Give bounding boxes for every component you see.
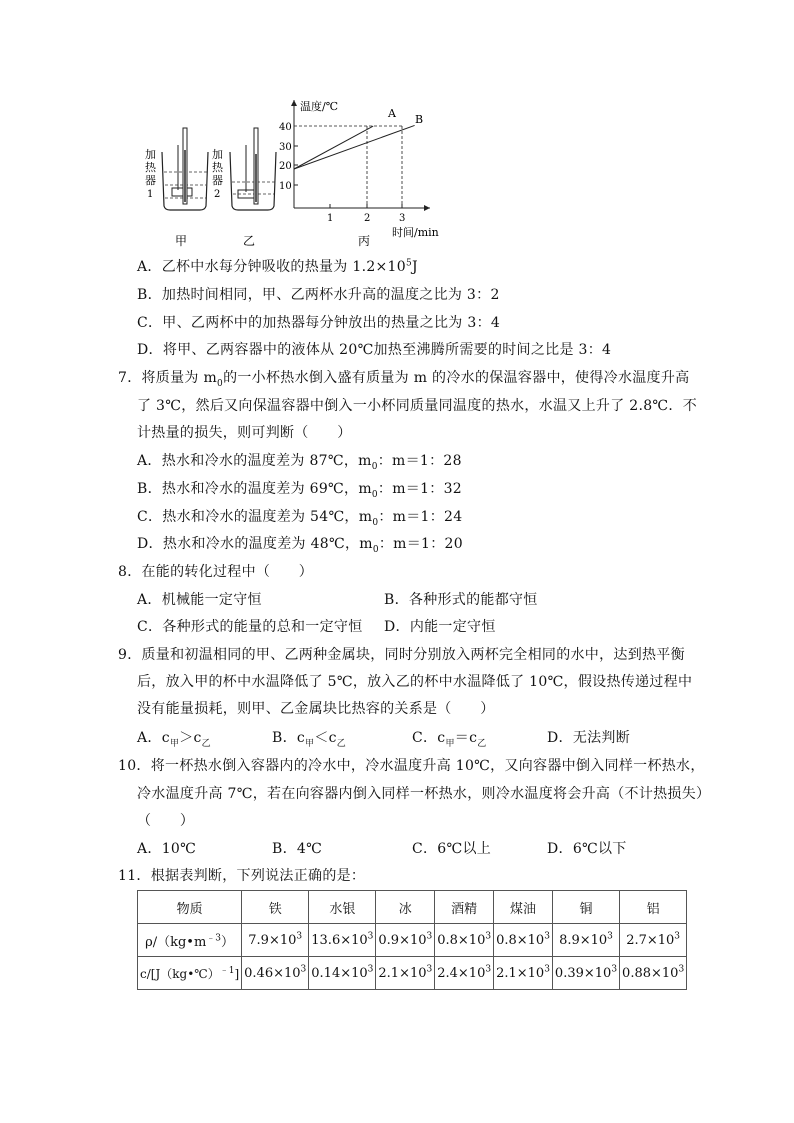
table-row: [138, 924, 687, 957]
x-axis-label: 时间/min: [392, 226, 439, 239]
q6-option-a: A．乙杯中水每分钟吸收的热量为 $1.2\times 10^5J$: [137, 258, 418, 275]
temperature-graph: [279, 99, 439, 239]
y-axis-arrow: [291, 100, 297, 106]
q6-option-b: B．加热时间相同，甲、乙两杯水升高的温度之比为 3：2: [137, 287, 500, 303]
y-tick-label: 40: [279, 122, 292, 133]
x-tick-label: 3: [399, 213, 406, 224]
table-header: 煤油: [494, 891, 553, 924]
q10-option-b: B．4℃: [272, 841, 323, 857]
q11-stem: 11．根据表判断，下列说法正确的是：: [118, 868, 366, 884]
q10-stem-line2: 冷水温度升高 7℃，若在向容器内倒入同样一杯热水，则冷水温度将会升高（不计热损失）: [137, 786, 711, 802]
table-cell: $7.9\times 10^3$: [242, 924, 309, 957]
svg-text:热: 热: [145, 161, 156, 174]
q7-option-d: D．热水和冷水的温度差为 48℃，$m_0$：m＝1：20: [137, 536, 463, 555]
table-header-row: [138, 891, 687, 924]
q9-option-b: B．$c_甲<c_乙$: [272, 730, 347, 749]
table-cell: $0.39\times 10^3$: [552, 957, 619, 990]
q10-option-a: A．10℃: [137, 841, 197, 857]
svg-text:器: 器: [212, 174, 223, 187]
q9-stem-line2: 后，放入甲的杯中水温降低了 5℃，放入乙的杯中水温降低了 10℃，假设热传递过程中: [137, 674, 693, 690]
table-cell: $2.4\times 10^3$: [435, 957, 494, 990]
q9-option-a: A．$c_甲>c_乙$: [137, 730, 211, 749]
q7-stem-line2: 了 3℃，然后又向保温容器中倒入一小杯同质量同温度的热水，水温又上升了 2.8℃．不: [137, 398, 697, 414]
table-cell: $13.6\times 10^3$: [309, 924, 376, 957]
y-tick-label: 20: [279, 161, 292, 172]
table-cell: $2.1\times 10^3$: [376, 957, 435, 990]
svg-text:1: 1: [147, 189, 154, 200]
x-tick-label: 2: [364, 213, 371, 224]
series-line-a: [294, 126, 373, 169]
q9-option-d: D．无法判断: [547, 730, 631, 746]
heater1-label: [145, 147, 157, 200]
figure-svg: [130, 90, 440, 255]
q10-stem-line1: 10．将一杯热水倒入容器内的冷水中，冷水温度升高 10℃，又向容器中倒入同样一杯热水，: [118, 758, 705, 774]
caption-bing: 丙: [358, 234, 371, 248]
q9-stem-line3: 没有能量损耗，则甲、乙金属块比热容的关系是（ ）: [137, 701, 495, 717]
y-tick-label: 30: [279, 142, 292, 153]
q7-stem-line3: 计热量的损失，则可判断（ ）: [137, 425, 352, 441]
q7-option-b: B．热水和冷水的温度差为 69℃，$m_0$：m＝1：32: [137, 481, 463, 500]
caption-jia: 甲: [175, 234, 188, 248]
table-cell: $0.9\times 10^3$: [376, 924, 435, 957]
q7-stem-line1: 7．将质量为 $m_0$的一小杯热水倒入盛有质量为 m 的冷水的保温容器中，使得冷水温度升高: [118, 370, 690, 389]
svg-text:加: 加: [212, 148, 223, 161]
q9-option-c: C．$c_甲=c_乙$: [412, 730, 487, 749]
experiment-figure: [130, 90, 440, 255]
table-row: [138, 957, 687, 990]
line-b-label: B: [415, 113, 424, 126]
q10-option-c: C．6℃以上: [412, 841, 492, 857]
table-header: 铜: [552, 891, 619, 924]
x-tick-label: 1: [327, 213, 334, 224]
table-header: 水银: [309, 891, 376, 924]
table-header: 酒精: [435, 891, 494, 924]
table-cell: $8.9\times 10^3$: [552, 924, 619, 957]
svg-text:器: 器: [145, 174, 156, 187]
table-cell: $2.7\times 10^3$: [620, 924, 687, 957]
heater2-label: [212, 147, 224, 200]
svg-text:热: 热: [212, 161, 223, 174]
q10-option-d: D．6℃以下: [547, 841, 627, 857]
q8-option-b: B．各种形式的能都守恒: [384, 592, 538, 608]
q6-option-c: C．甲、乙两杯中的加热器每分钟放出的热量之比为 3：4: [137, 315, 501, 331]
table-cell: $0.8\times 10^3$: [494, 924, 553, 957]
q8-option-c: C．各种形式的能量的总和一定守恒: [137, 619, 363, 635]
q8-option-a: A．机械能一定守恒: [137, 592, 262, 608]
table-header: 铝: [620, 891, 687, 924]
q6-option-d: D．将甲、乙两容器中的液体从 20℃加热至沸腾所需要的时间之比是 3：4: [137, 342, 612, 358]
table-cell: $0.8\times 10^3$: [435, 924, 494, 957]
line-a-label: A: [388, 107, 396, 120]
beaker-yi: [230, 128, 276, 210]
table-header: 冰: [376, 891, 435, 924]
series-line-b: [294, 125, 415, 169]
table-cell: $0.14\times 10^3$: [309, 957, 376, 990]
row-label-density: $\rho/(kg•m^{﹣3})$: [138, 924, 242, 957]
table-cell: $2.1\times 10^3$: [494, 957, 553, 990]
y-tick-label: 10: [279, 181, 292, 192]
table-header: 物质: [138, 891, 242, 924]
svg-text:2: 2: [214, 189, 221, 200]
y-axis-label: 温度/℃: [300, 100, 339, 113]
beaker-jia: [162, 128, 208, 210]
caption-yi: 乙: [243, 234, 256, 248]
svg-text:加: 加: [145, 148, 156, 161]
q8-stem: 8．在能的转化过程中（ ）: [118, 564, 314, 580]
properties-table: [137, 890, 687, 990]
x-axis-arrow: [424, 205, 430, 211]
q9-stem-line1: 9．质量和初温相同的甲、乙两种金属块，同时分别放入两杯完全相同的水中，达到热平衡: [118, 647, 685, 663]
q7-option-c: C．热水和冷水的温度差为 54℃，$m_0$：m＝1：24: [137, 509, 463, 528]
table-cell: $0.46\times 10^3$: [242, 957, 309, 990]
table-header: 铁: [242, 891, 309, 924]
q10-stem-line3: （ ）: [137, 813, 195, 829]
row-label-specific-heat: c/[J（kg•℃）$^{﹣1}$]: [138, 957, 242, 990]
table-cell: $0.88\times 10^3$: [620, 957, 687, 990]
q8-option-d: D．内能一定守恒: [384, 619, 496, 635]
q7-option-a: A．热水和冷水的温度差为 87℃，$m_0$：m＝1：28: [137, 453, 462, 472]
